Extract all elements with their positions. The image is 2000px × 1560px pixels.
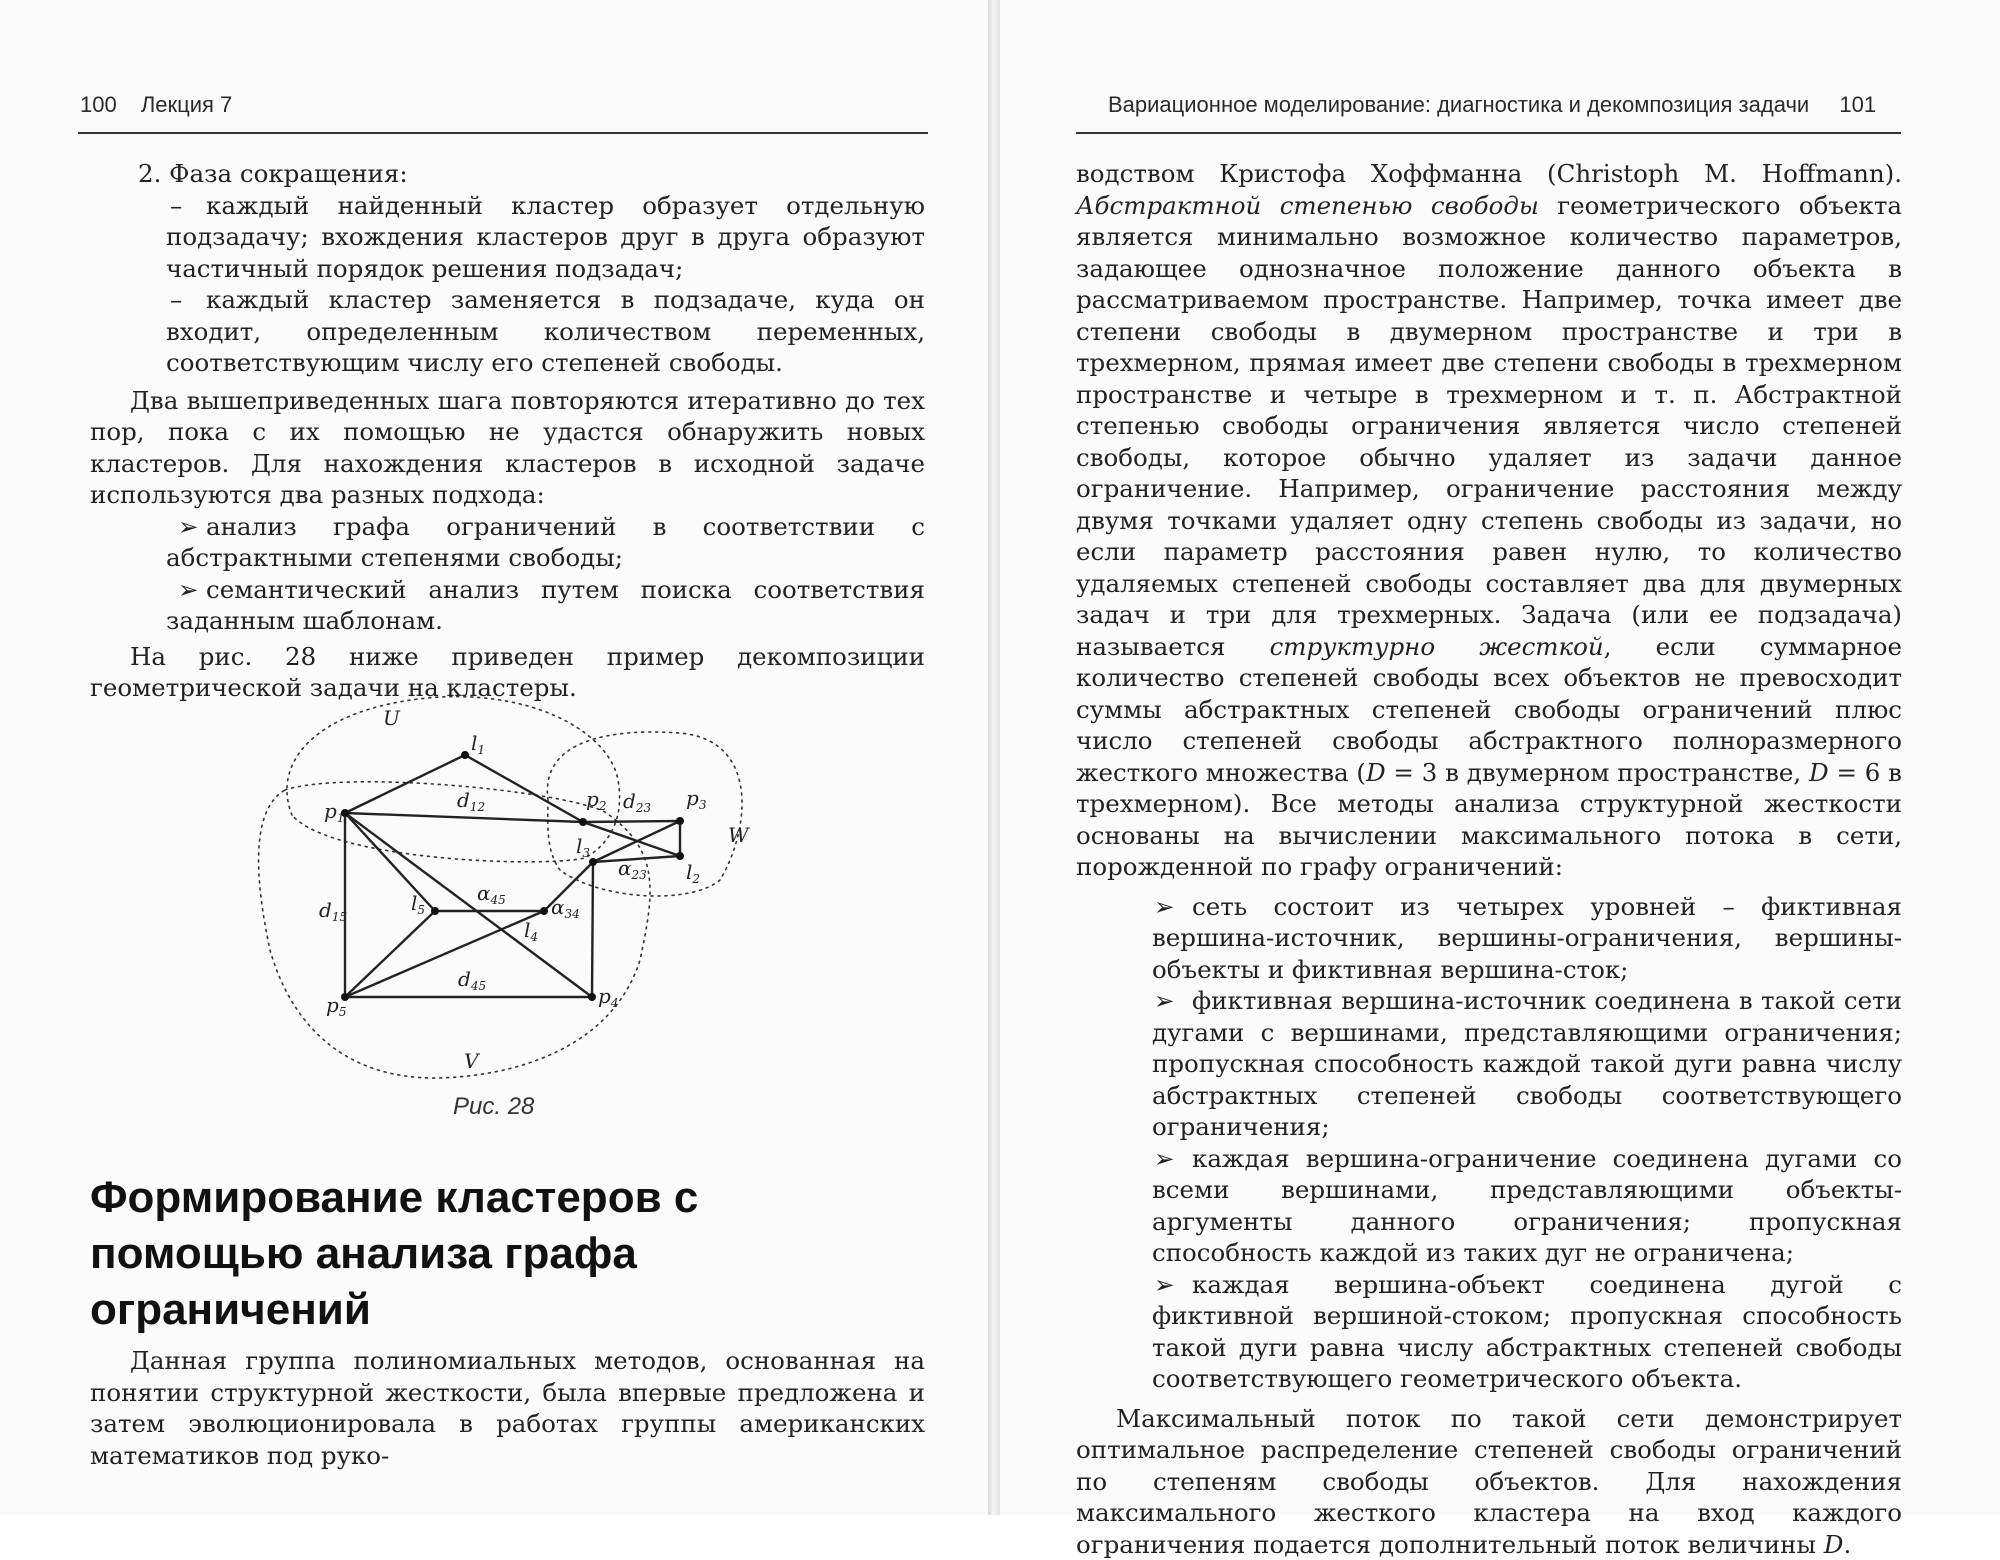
label-p1: $p_1$ [324,799,344,825]
para-iterative: Два вышеприведенных шага повторяются итеративно до тех пор, пока с их помощью не удастся обнаружить новых кластеров. Для нахождения кластеров в исходной задаче используются два разных подхода: [90,385,925,511]
term-abstract-dof: Абстрактной степенью свободы [1076,191,1539,220]
left-bottom-text [90,1345,925,1471]
section-heading: Формирование кластеров с помощью анализа графа ограничений [90,1170,790,1338]
edge-l4-p5 [345,911,544,997]
label-d23: $d_{23}$ [623,789,651,815]
term-structurally-rigid: структурно жесткой [1270,632,1604,661]
network-bullet-4: ➢ каждая вершина-объект соединена дугой с фиктивной вершиной-стоком; пропускная способность такой дуги равна числу абстрактных степеней свободы соответствующего геометрического объекта. [1076,1269,1902,1395]
label-p5: $p_5$ [326,993,346,1019]
para-max-flow: Максимальный поток по такой сети демонстрирует оптимальное распределение степеней свободы ограничений по степеням свободы объектов. Для нахождения максимального жесткого кластера на вход каждого ограничения подается дополнительный поток величины D. [1076,1403,1902,1560]
network-bullet-2: ➢ фиктивная вершина-источник соединена в такой сети дугами с вершинами, представляющими ограничения; пропускная способность каждой такой дуги равна числу абстрактных степеней свободы соответствующего ограничения; [1076,985,1902,1143]
label-l2: $l_2$ [686,860,700,886]
edge-p2-p3 [583,821,680,822]
node-l3 [589,858,597,866]
network-bullet-1: ➢ сеть состоит из четырех уровней – фиктивная вершина-источник, вершины-ограничения, вершины-объекты и фиктивная вершина-сток; [1076,891,1902,986]
node-p4 [588,993,596,1001]
label-cluster-W: W [728,823,750,847]
label-l4: $l_4$ [524,918,538,944]
label-d12: $d_{12}$ [457,788,485,814]
right-page-number: 101 [1839,92,1876,117]
cluster-U-outline [287,697,620,862]
label-alpha45: $\alpha_{45}$ [477,881,506,907]
para-definitions: водством Кристофа Хоффманна (Christoph M. Hoffmann). Абстрактной степенью свободы геометрического объекта является минимально возможное количество параметров, задающее однозначное положение данного объекта в рассматриваемом пространстве. Например, точка имеет две степени свободы в двумерном пространстве и три в трехмерном, прямая имеет две степени свободы в трехмерном пространстве и четыре в трехмерном и т. п. Абстрактной степенью свободы ограничения является число степеней свободы, которое обычно удаляет из задачи данное ограничение. Например, ограничение расстояния между двумя точками удаляет одну степень свободы из задачи, но если параметр расстояния равен нулю, то количество удаляемых степеней свободы составляет два для двумерных задач и три для трехмерных. Задача (или ее подзадача) называется структурно жесткой, если суммарное количество степеней свободы всех объектов не превосходит суммы абстрактных степеней свободы ограничений плюс число степеней свободы абстрактного полноразмерного жесткого множества (D = 3 в двумерном пространстве, D = 6 в трехмерном). Все методы анализа структурной жесткости основаны на вычислении максимального потока в сети, порожденной по графу ограничений: [1076,158,1902,883]
para-group: Данная группа полиномиальных методов, основанная на понятии структурной жесткости, была впервые предложена и затем эволюционировала в работах группы американских математиков под руко- [90,1345,925,1471]
item2-dash-2: – каждый кластер заменяется в подзадаче, куда он входит, определенным количеством переменных, соответствующим числу его степеней свободы. [90,284,925,379]
figure-caption: Рис. 28 [453,1093,534,1121]
right-text-block [1076,158,1902,1560]
approach-2: ➢ семантический анализ путем поиска соответствия заданным шаблонам. [90,574,925,637]
edge-l5-p5 [345,911,435,997]
book-gutter [988,0,1000,1515]
approach-1: ➢ анализ графа ограничений в соответствии с абстрактными степенями свободы; [90,511,925,574]
left-page [0,0,988,1515]
node-l5 [431,907,439,915]
edge-p1-l1 [345,755,465,813]
edge-p1-l5 [345,813,435,911]
node-l4 [540,907,548,915]
label-l5: $l_5$ [411,891,425,917]
label-cluster-V: V [464,1049,481,1073]
right-page [1000,0,2000,1515]
edge-p4-l3 [592,862,593,997]
item2-dash-1: – каждый найденный кластер образует отдельную подзадачу; вхождения кластеров друг в друга образуют частичный порядок решения подзадач; [90,190,925,285]
item2-title: 2. Фаза сокращения: [90,158,925,190]
node-p2 [579,818,587,826]
label-cluster-U: U [383,706,401,730]
label-d45: $d_{45}$ [458,967,486,993]
label-p3: $p_3$ [686,786,707,812]
right-header-rule [1076,132,1901,134]
network-bullet-3: ➢ каждая вершина-ограничение соединена дугами со всеми вершинами, представляющими объекты-аргументы данного ограничения; пропускная способность каждой из таких дуг не ограничена; [1076,1143,1902,1269]
node-l2 [676,852,684,860]
left-running-title: Лекция 7 [141,92,232,117]
left-page-number: 100 [80,92,117,117]
label-alpha23: $\alpha_{23}$ [618,856,647,882]
right-running-head [1108,92,1876,118]
para-figure-ref: На рис. 28 ниже приведен пример декомпозиции геометрической задачи на кластеры. [90,641,925,704]
label-l3: $l_3$ [576,834,590,860]
label-d15: $d_{15}$ [319,898,347,924]
label-p2: $p_2$ [586,787,606,813]
label-l1: $l_1$ [471,731,485,757]
label-alpha34: $\alpha_{34}$ [551,895,580,921]
label-p4: $p_4$ [598,984,618,1010]
node-p5 [341,993,349,1001]
right-running-title: Вариационное моделирование: диагностика и декомпозиция задачи [1108,92,1809,117]
node-p3 [676,817,684,825]
node-l1 [461,751,469,759]
